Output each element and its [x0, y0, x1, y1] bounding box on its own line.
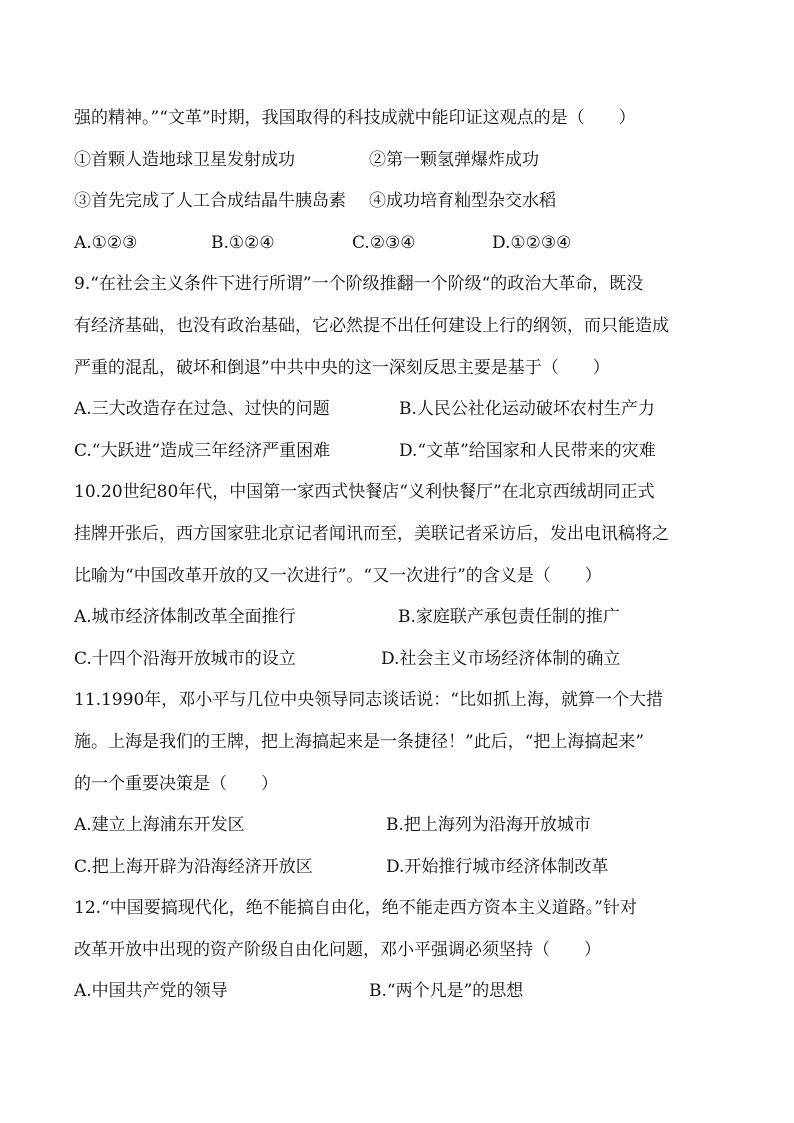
question-9-option-c[interactable]: C.“大跃进”造成三年经济严重困难: [74, 440, 331, 461]
question-9-stem-line-3: [74, 348, 734, 390]
question-11-stem-text-2: 施。上海是我们的王牌，把上海搞起来是一条捷径！”此后，“把上海搞起来”: [74, 731, 645, 752]
question-8-items-row-1: [74, 140, 734, 182]
question-12-stem-text-2: 改革开放中出现的资产阶级自由化问题，邓小平强调必须坚持（ ）: [74, 939, 601, 960]
question-8-option-a[interactable]: A.①②③: [74, 232, 138, 253]
question-8-option-b[interactable]: B.①②④: [211, 232, 275, 253]
question-8-item-4: ④成功培育籼型杂交水稻: [369, 191, 556, 212]
question-12-option-b[interactable]: B.“两个凡是”的思想: [369, 981, 524, 1002]
question-10-option-a[interactable]: A.城市经济体制改革全面推行: [74, 607, 296, 628]
question-10-stem-text-1: 10.20世纪80年代，中国第一家西式快餐店“义利快餐厅”在北京西绒胡同正式: [74, 482, 655, 503]
question-9-option-b[interactable]: B.人民公社化运动破坏农村生产力: [399, 399, 655, 420]
exam-page: [74, 98, 734, 1013]
question-11-options-row-1: [74, 805, 734, 847]
question-10-options-row-2: [74, 639, 734, 681]
question-12-option-a[interactable]: A.中国共产党的领导: [74, 981, 228, 1002]
question-9-stem-text-2: 有经济基础，也没有政治基础，它必然提不出任何建设上行的纲领，而只能造成: [74, 315, 669, 336]
question-9-stem-text-1: 9.“在社会主义条件下进行所谓”一个阶级推翻一个阶级“的政治大革命，既没: [74, 274, 644, 295]
question-11-stem-line-2: [74, 722, 734, 764]
question-9-option-a[interactable]: A.三大改造存在过急、过快的问题: [74, 399, 330, 420]
question-10-stem-line-2: [74, 514, 734, 556]
question-12-stem-text-1: 12.“中国要搞现代化，绝不能搞自由化，绝不能走西方资本主义道路。”针对: [74, 898, 637, 919]
question-10-option-c[interactable]: C.十四个沿海开放城市的设立: [74, 648, 296, 669]
question-9-stem-text-3: 严重的混乱，破坏和倒退”中共中央的这一深刻反思主要是基于（ ）: [74, 357, 610, 378]
question-11-stem-text-1: 11.1990年，邓小平与几位中央领导同志谈话说：“比如抓上海，就算一个大措: [74, 690, 663, 711]
question-9-options-row-1: [74, 389, 734, 431]
question-9-option-d[interactable]: D.“文革”给国家和人民带来的灾难: [399, 440, 656, 461]
question-11-stem-line-3: [74, 764, 734, 806]
question-10-stem-text-3: 比喻为“中国改革开放的又一次进行”。“又一次进行”的含义是（ ）: [74, 565, 602, 586]
question-8-item-1: ①首颗人造地球卫星发射成功: [74, 149, 295, 170]
question-10-option-b[interactable]: B.家庭联产承包责任制的推广: [398, 607, 620, 628]
question-10-stem-line-1: [74, 472, 734, 514]
question-8-items-row-2: [74, 181, 734, 223]
question-10-option-d[interactable]: D.社会主义市场经济体制的确立: [381, 648, 621, 669]
question-8-options: [74, 223, 734, 265]
question-8-stem-text: 强的精神。”“文革”时期，我国取得的科技成就中能印证这观点的是（ ）: [74, 108, 636, 128]
question-9-stem-line-2: [74, 306, 734, 348]
question-9-options-row-2: [74, 431, 734, 473]
question-10-stem-text-2: 挂牌开张后，西方国家驻北京记者闻讯而至，美联记者采访后，发出电讯稿将之: [74, 523, 669, 544]
question-8-item-2: ②第一颗氢弹爆炸成功: [369, 149, 539, 170]
question-8-option-d[interactable]: D.①②③④: [492, 232, 572, 253]
question-10-options-row-1: [74, 597, 734, 639]
question-11-options-row-2: [74, 847, 734, 889]
question-8-option-c[interactable]: C.②③④: [352, 232, 416, 253]
question-11-option-a[interactable]: A.建立上海浦东开发区: [74, 815, 245, 836]
question-9-stem-line-1: [74, 264, 734, 306]
question-11-option-d[interactable]: D.开始推行城市经济体制改革: [386, 856, 609, 877]
question-10-stem-line-3: [74, 556, 734, 598]
question-8-stem: [74, 98, 734, 140]
question-12-stem-line-1: [74, 888, 734, 930]
question-12-options-row-1: [74, 971, 734, 1013]
question-11-option-b[interactable]: B.把上海列为沿海开放城市: [386, 815, 591, 836]
question-12-stem-line-2: [74, 930, 734, 972]
question-11-option-c[interactable]: C.把上海开辟为沿海经济开放区: [74, 856, 313, 877]
question-8-item-3: ③首先完成了人工合成结晶牛胰岛素: [74, 191, 346, 212]
question-11-stem-line-1: [74, 680, 734, 722]
question-11-stem-text-3: 的一个重要决策是（ ）: [74, 773, 278, 794]
